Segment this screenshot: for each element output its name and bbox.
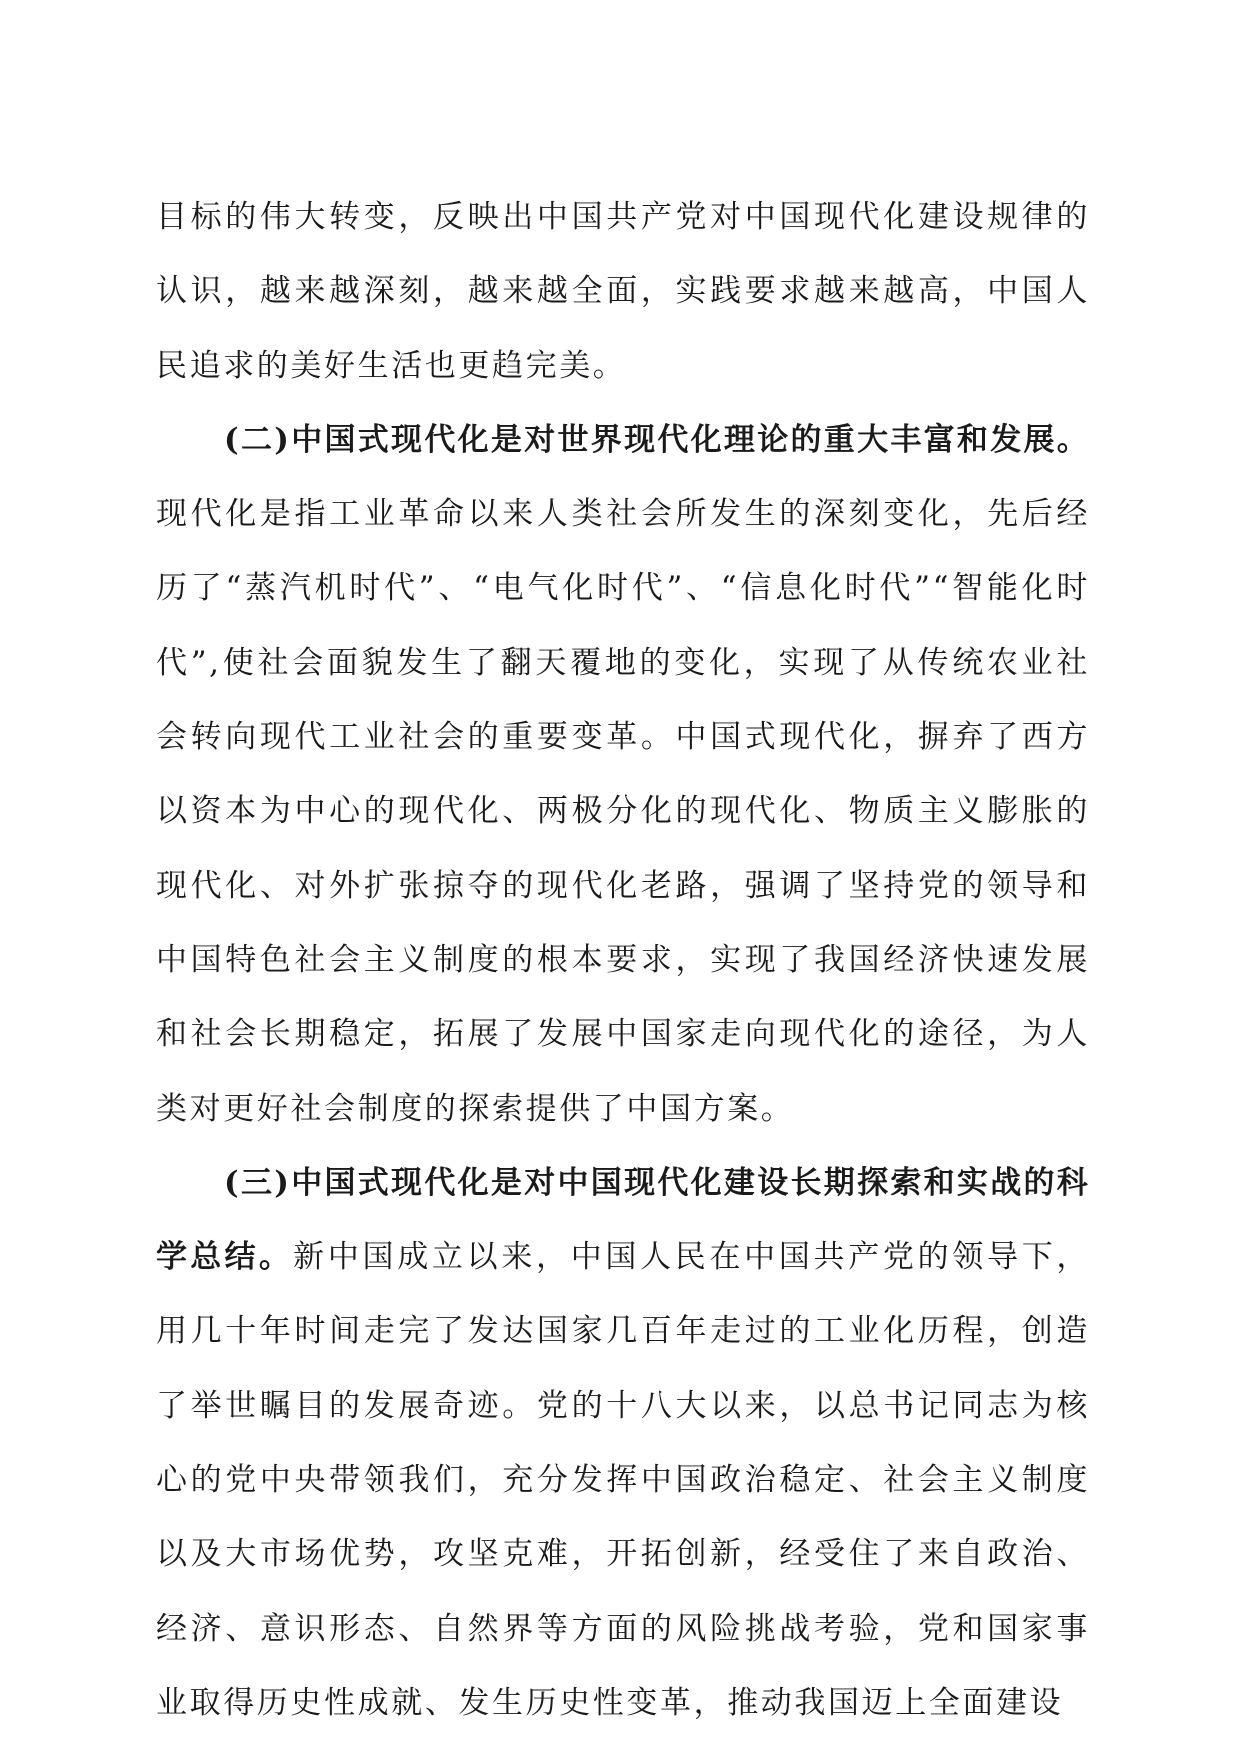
paragraph-section-3 [156,1146,1090,1740]
document-body [156,180,1090,1740]
paragraph-continuation [156,180,1090,403]
paragraph-section-2 [156,403,1090,1146]
paragraph-text: 目标的伟大转变，反映出中国共产党对中国现代化建设规律的认识，越来越深刻，越来越全面，实践要求越来越高，中国人民追求的美好生活也更趋完美。 [156,199,1090,384]
paragraph-text: 新中国成立以来，中国人民在中国共产党的领导下，用几十年时间走完了发达国家几百年走过的工业化历程，创造了举世瞩目的发展奇迹。党的十八大以来，以总书记同志为核心的党中央带领我们，充分发挥中国政治稳定、社会主义制度以及大市场优势，攻坚克难，开拓创新，经受住了来自政治、经济、意识形态、自然界等方面的风险挑战考验，党和国家事业取得历史性成就、发生历史性变革，推动我国迈上全面建设 [156,1239,1090,1721]
paragraph-text: 现代化是指工业革命以来人类社会所发生的深刻变化，先后经历了“蒸汽机时代”、“电气化时代”、“信息化时代”“智能化时代”,使社会面貌发生了翻天覆地的变化，实现了从传统农业社会转向现代工业社会的重要变革。中国式现代化，摒弃了西方以资本为中心的现代化、两极分化的现代化、物质主义膨胀的现代化、对外扩张掠夺的现代化老路，强调了坚持党的领导和中国特色社会主义制度的根本要求，实现了我国经济快速发展和社会长期稳定，拓展了发展中国家走向现代化的途径，为人类对更好社会制度的探索提供了中国方案。 [156,496,1090,1127]
section-heading-2: (二)中国式现代化是对世界现代化理论的重大丰富和发展。 [224,421,1090,458]
section-heading-3: (三)中国式现代化是对中国现代化建设长期探索和实战的科学总结。 [156,1164,1090,1276]
